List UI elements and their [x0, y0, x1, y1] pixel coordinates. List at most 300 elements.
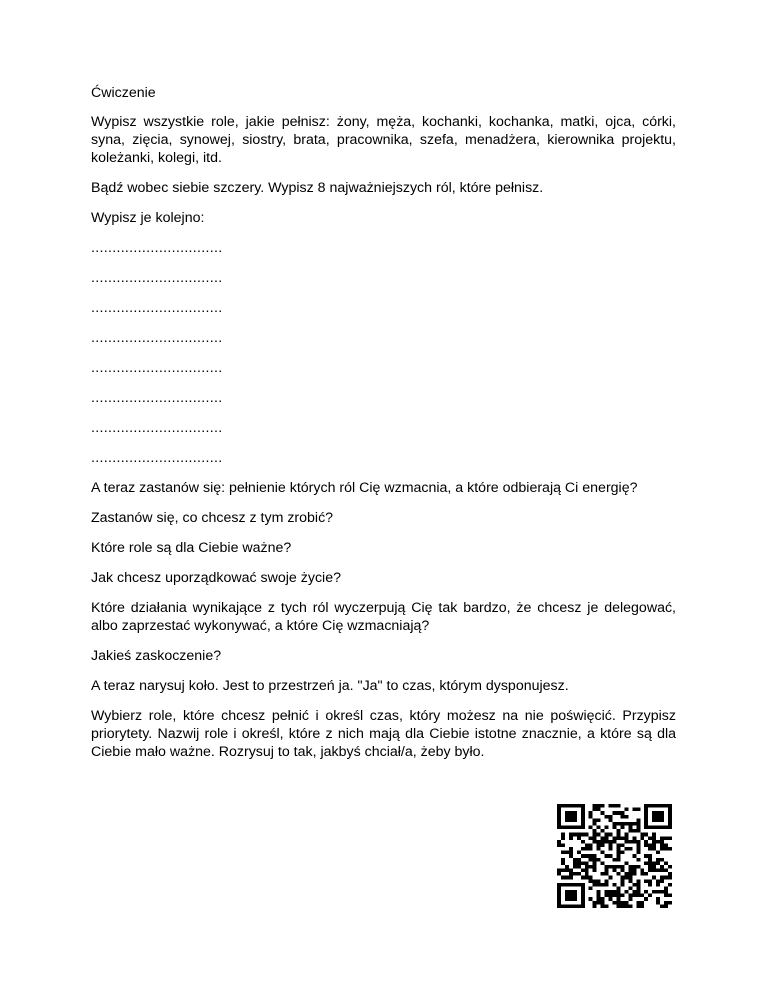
qr-module — [597, 901, 601, 905]
qr-module — [605, 879, 609, 883]
document-body — [91, 84, 676, 773]
qr-module — [605, 815, 609, 819]
qr-module — [656, 869, 660, 873]
qr-module — [616, 858, 620, 862]
qr-module — [632, 836, 636, 840]
qr-module — [620, 811, 624, 815]
qr-module — [628, 876, 632, 880]
qr-module — [620, 904, 624, 908]
qr-module — [593, 818, 597, 822]
qr-module — [644, 840, 648, 844]
qr-module — [597, 843, 601, 847]
qr-module — [636, 879, 640, 883]
qr-module — [652, 861, 656, 865]
qr-module — [605, 894, 609, 898]
qr-module — [636, 858, 640, 862]
qr-module — [632, 822, 636, 826]
qr-module — [613, 901, 617, 905]
qr-module — [664, 861, 668, 865]
qr-module — [601, 843, 605, 847]
qr-module — [593, 836, 597, 840]
qr-module — [609, 876, 613, 880]
blank-line: ............................... — [91, 330, 223, 346]
qr-module — [636, 829, 640, 833]
instruction-paragraph: Wypisz je kolejno: — [91, 210, 205, 226]
qr-module — [620, 826, 624, 830]
qr-module — [664, 894, 668, 898]
qr-module — [660, 836, 664, 840]
qr-module — [605, 883, 609, 887]
qr-module — [636, 808, 640, 812]
qr-module — [636, 883, 640, 887]
question-paragraph: Jak chcesz uporządkować swoje życie? — [91, 570, 341, 586]
qr-module — [636, 851, 640, 855]
qr-module — [664, 904, 668, 908]
qr-module — [628, 840, 632, 844]
qr-module — [660, 879, 664, 883]
qr-module — [569, 847, 573, 851]
qr-module — [561, 876, 565, 880]
blank-line: ............................... — [91, 390, 223, 406]
qr-module — [581, 840, 585, 844]
qr-module — [577, 865, 581, 869]
qr-module — [660, 847, 664, 851]
qr-module — [656, 851, 660, 855]
qr-module — [656, 840, 660, 844]
qr-finder-bottom-left — [557, 883, 585, 908]
qr-module — [561, 836, 565, 840]
qr-module — [616, 890, 620, 894]
qr-module — [589, 811, 593, 815]
qr-module — [609, 843, 613, 847]
qr-module — [609, 804, 613, 808]
qr-module — [581, 861, 585, 865]
qr-module — [609, 833, 613, 837]
qr-module — [636, 894, 640, 898]
qr-module — [624, 847, 628, 851]
qr-module — [668, 847, 672, 851]
qr-module — [648, 869, 652, 873]
qr-module — [616, 851, 620, 855]
qr-module — [569, 854, 573, 858]
question-paragraph: Które role są dla Ciebie ważne? — [91, 540, 292, 556]
qr-module — [616, 822, 620, 826]
qr-module — [648, 865, 652, 869]
qr-module — [624, 872, 628, 876]
blank-line: ............................... — [91, 420, 223, 436]
qr-module — [561, 833, 565, 837]
qr-module — [569, 833, 573, 837]
qr-module — [624, 904, 628, 908]
qr-module — [589, 826, 593, 830]
qr-module — [656, 901, 660, 905]
qr-module — [628, 897, 632, 901]
qr-module — [593, 883, 597, 887]
qr-module — [648, 843, 652, 847]
blank-line: ............................... — [91, 450, 223, 466]
qr-module — [597, 894, 601, 898]
qr-module — [668, 883, 672, 887]
qr-module — [557, 840, 561, 844]
qr-module — [668, 865, 672, 869]
qr-module — [593, 869, 597, 873]
qr-module — [609, 897, 613, 901]
document-title: Ćwiczenie — [91, 85, 156, 101]
qr-module — [589, 815, 593, 819]
qr-module — [616, 865, 620, 869]
qr-module — [656, 883, 660, 887]
qr-module — [601, 836, 605, 840]
qr-module — [660, 890, 664, 894]
qr-module — [628, 865, 632, 869]
qr-module — [593, 854, 597, 858]
blank-line: ............................... — [91, 270, 223, 286]
qr-module — [648, 847, 652, 851]
qr-module — [616, 811, 620, 815]
qr-module — [573, 833, 577, 837]
qr-module — [569, 869, 573, 873]
qr-module — [589, 858, 593, 862]
qr-module — [632, 840, 636, 844]
qr-module — [613, 869, 617, 873]
qr-module — [616, 897, 620, 901]
instruction-paragraph: Bądź wobec siebie szczery. Wypisz 8 najważniejszych ról, które pełnisz. — [91, 180, 544, 196]
qr-module — [561, 858, 565, 862]
qr-module — [636, 904, 640, 908]
qr-module — [597, 858, 601, 862]
qr-module — [640, 869, 644, 873]
qr-module — [593, 865, 597, 869]
qr-module — [613, 826, 617, 830]
qr-module — [577, 858, 581, 862]
qr-module — [644, 854, 648, 858]
qr-module — [636, 818, 640, 822]
qr-module — [632, 894, 636, 898]
qr-module — [589, 854, 593, 858]
qr-module — [605, 865, 609, 869]
qr-module — [585, 869, 589, 873]
qr-module — [664, 869, 668, 873]
qr-module — [601, 904, 605, 908]
qr-module — [577, 833, 581, 837]
qr-module — [605, 872, 609, 876]
qr-module — [601, 883, 605, 887]
qr-module — [620, 851, 624, 855]
qr-module — [656, 890, 660, 894]
qr-module — [616, 854, 620, 858]
qr-module — [613, 865, 617, 869]
qr-module — [636, 901, 640, 905]
qr-module — [613, 890, 617, 894]
qr-module — [585, 854, 589, 858]
qr-finder-top-left — [557, 804, 585, 829]
qr-module — [613, 883, 617, 887]
qr-module — [605, 854, 609, 858]
qr-module — [656, 858, 660, 862]
blank-lines-list — [91, 239, 676, 467]
qr-module — [636, 822, 640, 826]
qr-module — [585, 876, 589, 880]
qr-module — [593, 904, 597, 908]
qr-module — [569, 851, 573, 855]
qr-module — [609, 818, 613, 822]
qr-module — [601, 861, 605, 865]
qr-code — [557, 804, 672, 908]
qr-module — [624, 901, 628, 905]
qr-module — [648, 858, 652, 862]
qr-module — [557, 843, 561, 847]
qr-module — [636, 843, 640, 847]
qr-module — [597, 833, 601, 837]
qr-module — [632, 865, 636, 869]
qr-module — [660, 865, 664, 869]
qr-module — [581, 847, 585, 851]
qr-module — [668, 901, 672, 905]
qr-module — [589, 843, 593, 847]
qr-module — [644, 872, 648, 876]
instruction-paragraph: A teraz narysuj koło. Jest to przestrzeń ja. "Ja" to czas, którym dysponujesz. — [91, 678, 569, 694]
qr-module — [624, 808, 628, 812]
qr-module — [613, 822, 617, 826]
qr-module — [620, 869, 624, 873]
qr-module — [581, 869, 585, 873]
qr-module — [636, 865, 640, 869]
qr-module — [593, 861, 597, 865]
qr-module — [593, 901, 597, 905]
instruction-paragraph: Wybierz role, które chcesz pełnić i określ czas, który możesz na nie poświęcić. Przypisz priorytety. Nazwij role i określ, które z nich mają dla Ciebie istotne znacznie, a które są dla Ciebie mało ważne. Rozrysuj to tak, jakbyś chciał/a, żeby było. — [91, 708, 676, 760]
qr-module — [636, 826, 640, 830]
qr-module — [557, 869, 561, 873]
qr-module — [585, 861, 589, 865]
qr-module — [644, 861, 648, 865]
qr-module — [613, 811, 617, 815]
qr-module — [616, 843, 620, 847]
qr-module — [664, 847, 668, 851]
qr-module — [652, 890, 656, 894]
qr-module — [585, 843, 589, 847]
qr-module — [561, 843, 565, 847]
qr-module — [632, 829, 636, 833]
qr-module — [577, 872, 581, 876]
qr-module — [644, 843, 648, 847]
qr-module — [609, 854, 613, 858]
qr-module — [644, 833, 648, 837]
qr-module — [652, 833, 656, 837]
qr-module — [656, 897, 660, 901]
qr-module — [561, 851, 565, 855]
qr-module — [660, 858, 664, 862]
qr-module — [660, 843, 664, 847]
qr-module — [640, 901, 644, 905]
qr-module — [620, 883, 624, 887]
qr-module — [660, 876, 664, 880]
qr-module — [601, 851, 605, 855]
qr-module — [652, 869, 656, 873]
qr-module — [620, 815, 624, 819]
qr-module — [628, 826, 632, 830]
qr-module — [601, 804, 605, 808]
qr-module — [597, 818, 601, 822]
qr-module — [620, 865, 624, 869]
qr-module — [605, 840, 609, 844]
qr-module — [640, 836, 644, 840]
qr-module — [636, 847, 640, 851]
qr-module — [620, 879, 624, 883]
qr-module — [616, 886, 620, 890]
qr-module — [636, 890, 640, 894]
qr-module — [648, 861, 652, 865]
qr-module — [605, 826, 609, 830]
qr-module — [569, 872, 573, 876]
qr-module — [628, 829, 632, 833]
qr-module — [628, 847, 632, 851]
qr-module — [609, 815, 613, 819]
qr-module — [577, 836, 581, 840]
qr-module — [616, 901, 620, 905]
qr-module — [660, 904, 664, 908]
qr-module — [640, 872, 644, 876]
qr-module — [613, 894, 617, 898]
qr-module — [597, 879, 601, 883]
qr-module — [620, 836, 624, 840]
qr-module — [652, 847, 656, 851]
qr-module — [652, 865, 656, 869]
qr-module — [609, 840, 613, 844]
qr-module — [668, 894, 672, 898]
qr-module — [628, 869, 632, 873]
qr-module — [593, 804, 597, 808]
qr-module — [613, 858, 617, 862]
qr-module — [632, 890, 636, 894]
qr-module — [668, 836, 672, 840]
qr-module — [624, 836, 628, 840]
qr-module — [597, 883, 601, 887]
qr-module — [609, 894, 613, 898]
qr-module — [573, 858, 577, 862]
question-paragraph: A teraz zastanów się: pełnienie których ról Cię wzmacnia, a które odbierają Ci energię? — [91, 480, 638, 496]
qr-module — [648, 883, 652, 887]
qr-module — [597, 840, 601, 844]
qr-module — [624, 840, 628, 844]
qr-module — [561, 861, 565, 865]
qr-module — [624, 876, 628, 880]
qr-module — [573, 865, 577, 869]
qr-module — [616, 847, 620, 851]
qr-module — [589, 836, 593, 840]
qr-module — [632, 869, 636, 873]
qr-module — [656, 879, 660, 883]
qr-module — [664, 886, 668, 890]
qr-module — [616, 904, 620, 908]
qr-module — [664, 890, 668, 894]
qr-module — [656, 861, 660, 865]
qr-module — [585, 872, 589, 876]
qr-module — [624, 861, 628, 865]
qr-module — [569, 836, 573, 840]
qr-module — [597, 847, 601, 851]
qr-module — [628, 904, 632, 908]
blank-line: ............................... — [91, 240, 223, 256]
qr-module — [597, 804, 601, 808]
qr-module — [577, 851, 581, 855]
qr-module — [565, 851, 569, 855]
qr-module — [589, 886, 593, 890]
qr-module — [609, 865, 613, 869]
qr-module — [632, 883, 636, 887]
qr-module — [616, 829, 620, 833]
qr-module — [605, 890, 609, 894]
qr-module — [628, 822, 632, 826]
qr-module — [593, 858, 597, 862]
qr-module — [565, 869, 569, 873]
qr-module — [585, 865, 589, 869]
qr-module — [597, 897, 601, 901]
qr-module — [589, 865, 593, 869]
qr-module — [565, 865, 569, 869]
qr-module — [616, 833, 620, 837]
qr-module — [597, 890, 601, 894]
qr-module — [593, 822, 597, 826]
qr-module — [605, 833, 609, 837]
qr-module — [664, 836, 668, 840]
qr-module — [581, 833, 585, 837]
qr-module — [573, 861, 577, 865]
qr-module — [593, 833, 597, 837]
qr-module — [597, 808, 601, 812]
qr-module — [660, 869, 664, 873]
qr-module — [664, 843, 668, 847]
qr-module — [609, 890, 613, 894]
qr-module — [668, 876, 672, 880]
qr-module — [589, 847, 593, 851]
qr-module — [593, 829, 597, 833]
qr-module — [668, 872, 672, 876]
qr-module — [632, 854, 636, 858]
qr-module — [597, 826, 601, 830]
instruction-paragraph: Wypisz wszystkie role, jakie pełnisz: żony, męża, kochanki, kochanka, matki, ojca, córki, syna, zięcia, synowej, siostry, brata, pracownika, szefa, menadżera, kierownika projektu, koleżanki, kolegi, itd. — [91, 114, 676, 166]
qr-module — [616, 872, 620, 876]
qr-module — [620, 876, 624, 880]
qr-module — [616, 804, 620, 808]
qr-module — [620, 822, 624, 826]
qr-module — [652, 876, 656, 880]
qr-module — [605, 836, 609, 840]
qr-module — [628, 894, 632, 898]
blank-line: ............................... — [91, 360, 223, 376]
qr-module — [585, 847, 589, 851]
qr-module — [605, 869, 609, 873]
qr-module — [589, 879, 593, 883]
qr-module — [565, 876, 569, 880]
qr-module — [644, 897, 648, 901]
qr-module — [569, 876, 573, 880]
qr-module — [664, 901, 668, 905]
qr-module — [589, 876, 593, 880]
qr-module — [620, 894, 624, 898]
qr-module — [628, 872, 632, 876]
qr-module — [613, 804, 617, 808]
qr-module — [585, 833, 589, 837]
question-paragraph: Zastanów się, co chcesz z tym zrobić? — [91, 510, 334, 526]
qr-module — [573, 872, 577, 876]
qr-module — [593, 840, 597, 844]
qr-module — [624, 833, 628, 837]
qr-finder-top-right — [644, 804, 672, 829]
qr-module — [640, 894, 644, 898]
qr-module — [648, 854, 652, 858]
qr-module — [648, 894, 652, 898]
qr-module — [632, 872, 636, 876]
